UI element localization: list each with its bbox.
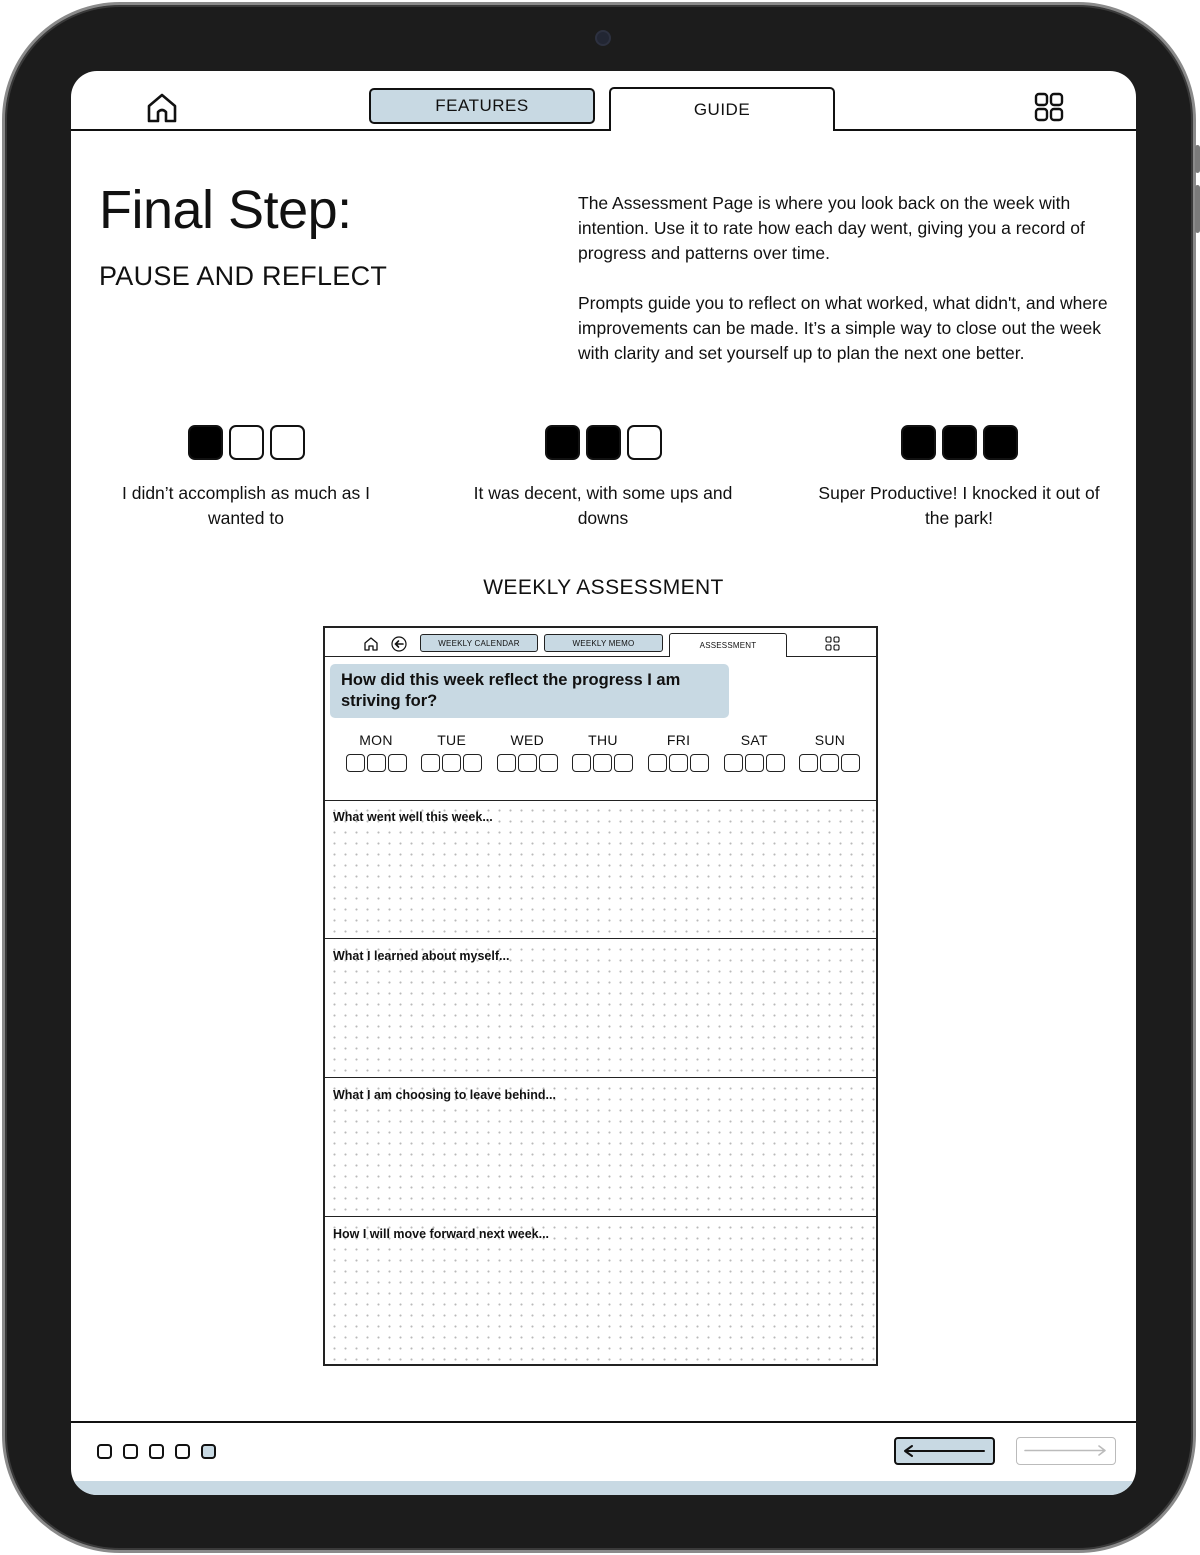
tablet-frame [2,2,1196,1553]
day-rating-boxes [570,754,636,772]
rating-example-high [809,425,1109,531]
assessment-question: How did this week reflect the progress I am striving for? [330,664,729,718]
prompt-section [325,1079,876,1217]
rating-box-filled [942,425,977,460]
next-button[interactable] [1016,1437,1116,1465]
rating-example-mid [453,425,753,531]
rating-box-filled [188,425,223,460]
rating-box-empty [229,425,264,460]
day-tue [419,732,485,772]
page-dot[interactable] [149,1444,164,1459]
page-subtitle: PAUSE AND REFLECT [99,261,388,291]
assessment-page-preview [323,626,878,1366]
bottom-divider [71,1421,1136,1423]
day-wed [494,732,560,772]
grid-icon [825,636,840,651]
rating-boxes [453,425,753,461]
rating-box-filled [983,425,1018,460]
day-label: WED [510,732,545,748]
day-rating-boxes [646,754,712,772]
rating-example-low [96,425,396,531]
preview-nav-divider [325,656,876,657]
home-icon[interactable] [145,91,179,125]
top-nav [71,71,1136,131]
day-rating-boxes [343,754,409,772]
page-dot[interactable] [97,1444,112,1459]
day-rating-boxes [494,754,560,772]
camera [595,30,611,46]
rating-caption: It was decent, with some ups and downs [473,483,733,528]
page-dot[interactable] [123,1444,138,1459]
day-rating-row [343,732,863,772]
description-paragraph: The Assessment Page is where you look back on the week with intention. Use it to rate how each day went, giving you a record of progress and patterns over time. [578,193,1085,263]
rating-box-filled [545,425,580,460]
rating-box-filled [901,425,936,460]
prompt-section [325,1218,876,1366]
section-label: WEEKLY ASSESSMENT [483,576,724,599]
prompt-label: What went well this week... [333,810,493,824]
tab-guide[interactable]: GUIDE [609,87,835,131]
page-dot-active[interactable] [201,1444,216,1459]
volume-button [1195,185,1200,233]
day-thu [570,732,636,772]
description-paragraph: Prompts guide you to reflect on what worked, what didn't, and where improvements can be made. It’s a simple way to close out the week with clarity and set yourself up to plan the next one better. [578,293,1108,363]
previous-button[interactable] [894,1437,995,1465]
rating-box-empty [270,425,305,460]
tab-assessment: ASSESSMENT [669,633,787,657]
day-label: SUN [814,732,846,748]
prompt-section [325,940,876,1078]
page-dot[interactable] [175,1444,190,1459]
prompt-label: What I am choosing to leave behind... [333,1088,556,1102]
tab-weekly-memo: WEEKLY MEMO [544,634,663,652]
day-label: MON [359,732,393,748]
tab-features[interactable]: FEATURES [369,88,595,124]
prompt-section [325,801,876,939]
grid-icon[interactable] [1033,91,1065,123]
nav-divider [71,129,1136,131]
day-rating-boxes [721,754,787,772]
back-arrow-icon [391,636,407,652]
page-indicator [97,1444,216,1459]
preview-nav [325,628,876,658]
description [578,191,1108,366]
tab-weekly-calendar: WEEKLY CALENDAR [420,634,538,652]
page-title: Final Step: [99,180,352,240]
rating-caption: I didn’t accomplish as much as I wanted to [121,483,371,528]
rating-caption: Super Productive! I knocked it out of the park! [818,483,1100,528]
day-mon [343,732,409,772]
arrow-right-icon [1017,1438,1114,1463]
day-fri [646,732,712,772]
day-label: SAT [740,732,768,748]
rating-boxes [809,425,1109,461]
day-label: FRI [666,732,691,748]
home-icon [363,636,379,652]
bottom-accent-strip [71,1481,1136,1495]
day-sun [797,732,863,772]
prompt-label: What I learned about myself... [333,949,510,963]
side-button [1195,145,1200,173]
rating-boxes [96,425,396,461]
screen [71,71,1136,1495]
arrow-left-icon [896,1439,993,1463]
day-rating-boxes [797,754,863,772]
day-label: TUE [437,732,467,748]
day-sat [721,732,787,772]
day-rating-boxes [419,754,485,772]
rating-box-empty [627,425,662,460]
rating-box-filled [586,425,621,460]
prompt-label: How I will move forward next week... [333,1227,550,1241]
day-label: THU [588,732,618,748]
